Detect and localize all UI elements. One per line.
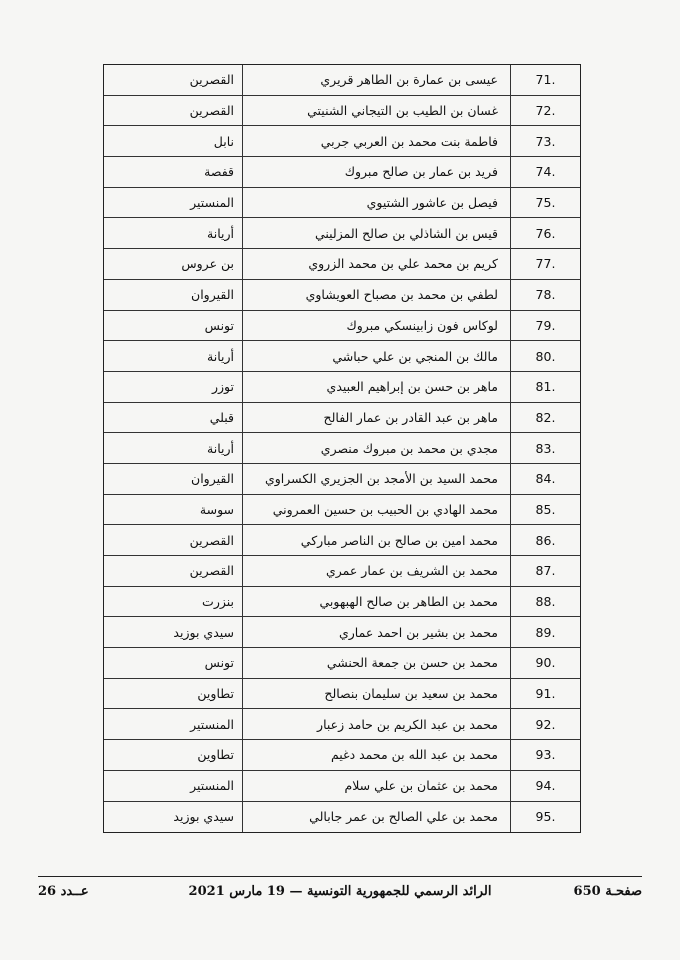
person-name: عيسى بن عمارة بن الطاهر قريري [242, 65, 510, 95]
governorate: أريانة [207, 348, 234, 364]
table-row [104, 433, 580, 464]
row-number: 75. [510, 188, 580, 218]
governorate: أريانة [207, 440, 234, 456]
governorate: سوسة [199, 501, 234, 517]
governorate: بنزرت [202, 594, 234, 610]
row-number: 87. [510, 556, 580, 586]
governorate: المنستير [190, 716, 234, 732]
table-row [104, 495, 580, 526]
person-name: مجدي بن محمد بن مبروك منصري [242, 433, 510, 463]
governorate: القيروان [191, 471, 234, 487]
row-number: 91. [510, 679, 580, 709]
row-number: 85. [510, 495, 580, 525]
governorate: قبلي [209, 409, 234, 425]
person-name: قيس بن الشاذلي بن صالح المزليني [242, 218, 510, 248]
table-row [104, 218, 580, 249]
table-row [104, 802, 580, 833]
governorate: القيروان [191, 287, 234, 303]
row-number: 94. [510, 771, 580, 801]
row-number: 74. [510, 157, 580, 187]
table-row [104, 65, 580, 96]
row-number: 92. [510, 709, 580, 739]
person-name: محمد بن عثمان بن علي سلام [242, 771, 510, 801]
table-row [104, 709, 580, 740]
governorate: القصرين [189, 103, 234, 119]
row-number: 77. [510, 249, 580, 279]
table-row [104, 679, 580, 710]
person-name: محمد بن عبد الله بن محمد دغيم [242, 740, 510, 770]
table-row [104, 771, 580, 802]
governorate: تطاوين [197, 686, 234, 702]
table-row [104, 525, 580, 556]
row-number: 76. [510, 218, 580, 248]
person-name: ماهر بن عبد القادر بن عمار الفالح [242, 403, 510, 433]
governorate: أريانة [207, 225, 234, 241]
person-name: كريم بن محمد علي بن محمد الزروي [242, 249, 510, 279]
footer-divider [38, 876, 642, 877]
governorate: قفصة [204, 164, 234, 180]
governorate: تطاوين [197, 747, 234, 763]
table-row [104, 648, 580, 679]
row-number: 78. [510, 280, 580, 310]
row-number: 89. [510, 617, 580, 647]
footer-publication-title: الرائد الرسمي للجمهورية التونسية — 19 مارس 2021 [188, 884, 492, 899]
table-row [104, 403, 580, 434]
table-row [104, 740, 580, 771]
row-number: 88. [510, 587, 580, 617]
table-row [104, 280, 580, 311]
person-name: لطفي بن محمد بن مصباح العويشاوي [242, 280, 510, 310]
table-row [104, 157, 580, 188]
row-number: 71. [510, 65, 580, 95]
page-footer [38, 884, 642, 904]
person-name: محمد السيد بن الأمجد بن الجزيري الكسراوي [242, 464, 510, 494]
person-name: محمد بن بشير بن احمد عماري [242, 617, 510, 647]
governorate: نابل [213, 133, 234, 149]
row-number: 83. [510, 433, 580, 463]
governorate: القصرين [189, 72, 234, 88]
row-number: 81. [510, 372, 580, 402]
person-name: محمد بن سعيد بن سليمان بنصالح [242, 679, 510, 709]
table-row [104, 188, 580, 219]
row-number: 80. [510, 341, 580, 371]
table-row [104, 556, 580, 587]
table-row [104, 587, 580, 618]
person-name: فيصل بن عاشور الشتيوي [242, 188, 510, 218]
person-name: فريد بن عمار بن صالح مبروك [242, 157, 510, 187]
table-row [104, 617, 580, 648]
person-name: محمد امين بن صالح بن الناصر مباركي [242, 525, 510, 555]
footer-page-number: صفحـة 650 [573, 884, 642, 899]
person-name: محمد بن حسن بن جمعة الحنشي [242, 648, 510, 678]
governorate: بن عروس [181, 256, 234, 272]
governorate: سيدي بوزيد [173, 624, 234, 640]
row-number: 73. [510, 126, 580, 156]
table-row [104, 372, 580, 403]
table-row [104, 341, 580, 372]
person-name: لوكاس فون زابينسكي مبروك [242, 311, 510, 341]
table-row [104, 96, 580, 127]
person-name: غسان بن الطيب بن التيجاني الشنيتي [242, 96, 510, 126]
governorate: القصرين [189, 563, 234, 579]
row-number: 93. [510, 740, 580, 770]
person-name: مالك بن المنجي بن علي حباشي [242, 341, 510, 371]
table-row [104, 126, 580, 157]
governorate: سيدي بوزيد [173, 809, 234, 825]
table-row [104, 311, 580, 342]
person-name: محمد بن الشريف بن عمار عمري [242, 556, 510, 586]
governorate: تونس [204, 655, 234, 671]
row-number: 79. [510, 311, 580, 341]
person-name: فاطمة بنت محمد بن العربي جربي [242, 126, 510, 156]
governorate: المنستير [190, 778, 234, 794]
governorate: توزر [211, 379, 234, 395]
governorate: القصرين [189, 532, 234, 548]
row-number: 72. [510, 96, 580, 126]
person-name: محمد بن عبد الكريم بن حامد زعبار [242, 709, 510, 739]
governorate: المنستير [190, 195, 234, 211]
person-name: ماهر بن حسن بن إبراهيم العبيدي [242, 372, 510, 402]
row-number: 90. [510, 648, 580, 678]
governorate: تونس [204, 317, 234, 333]
row-number: 84. [510, 464, 580, 494]
footer-issue-number: عــدد 26 [38, 884, 89, 899]
table-row [104, 464, 580, 495]
person-name: محمد الهادي بن الحبيب بن حسين العمروني [242, 495, 510, 525]
names-table [103, 64, 581, 833]
row-number: 86. [510, 525, 580, 555]
table-row [104, 249, 580, 280]
person-name: محمد بن علي الصالح بن عمر جابالي [242, 802, 510, 833]
row-number: 95. [510, 802, 580, 833]
person-name: محمد بن الطاهر بن صالح الهبهوبي [242, 587, 510, 617]
row-number: 82. [510, 403, 580, 433]
